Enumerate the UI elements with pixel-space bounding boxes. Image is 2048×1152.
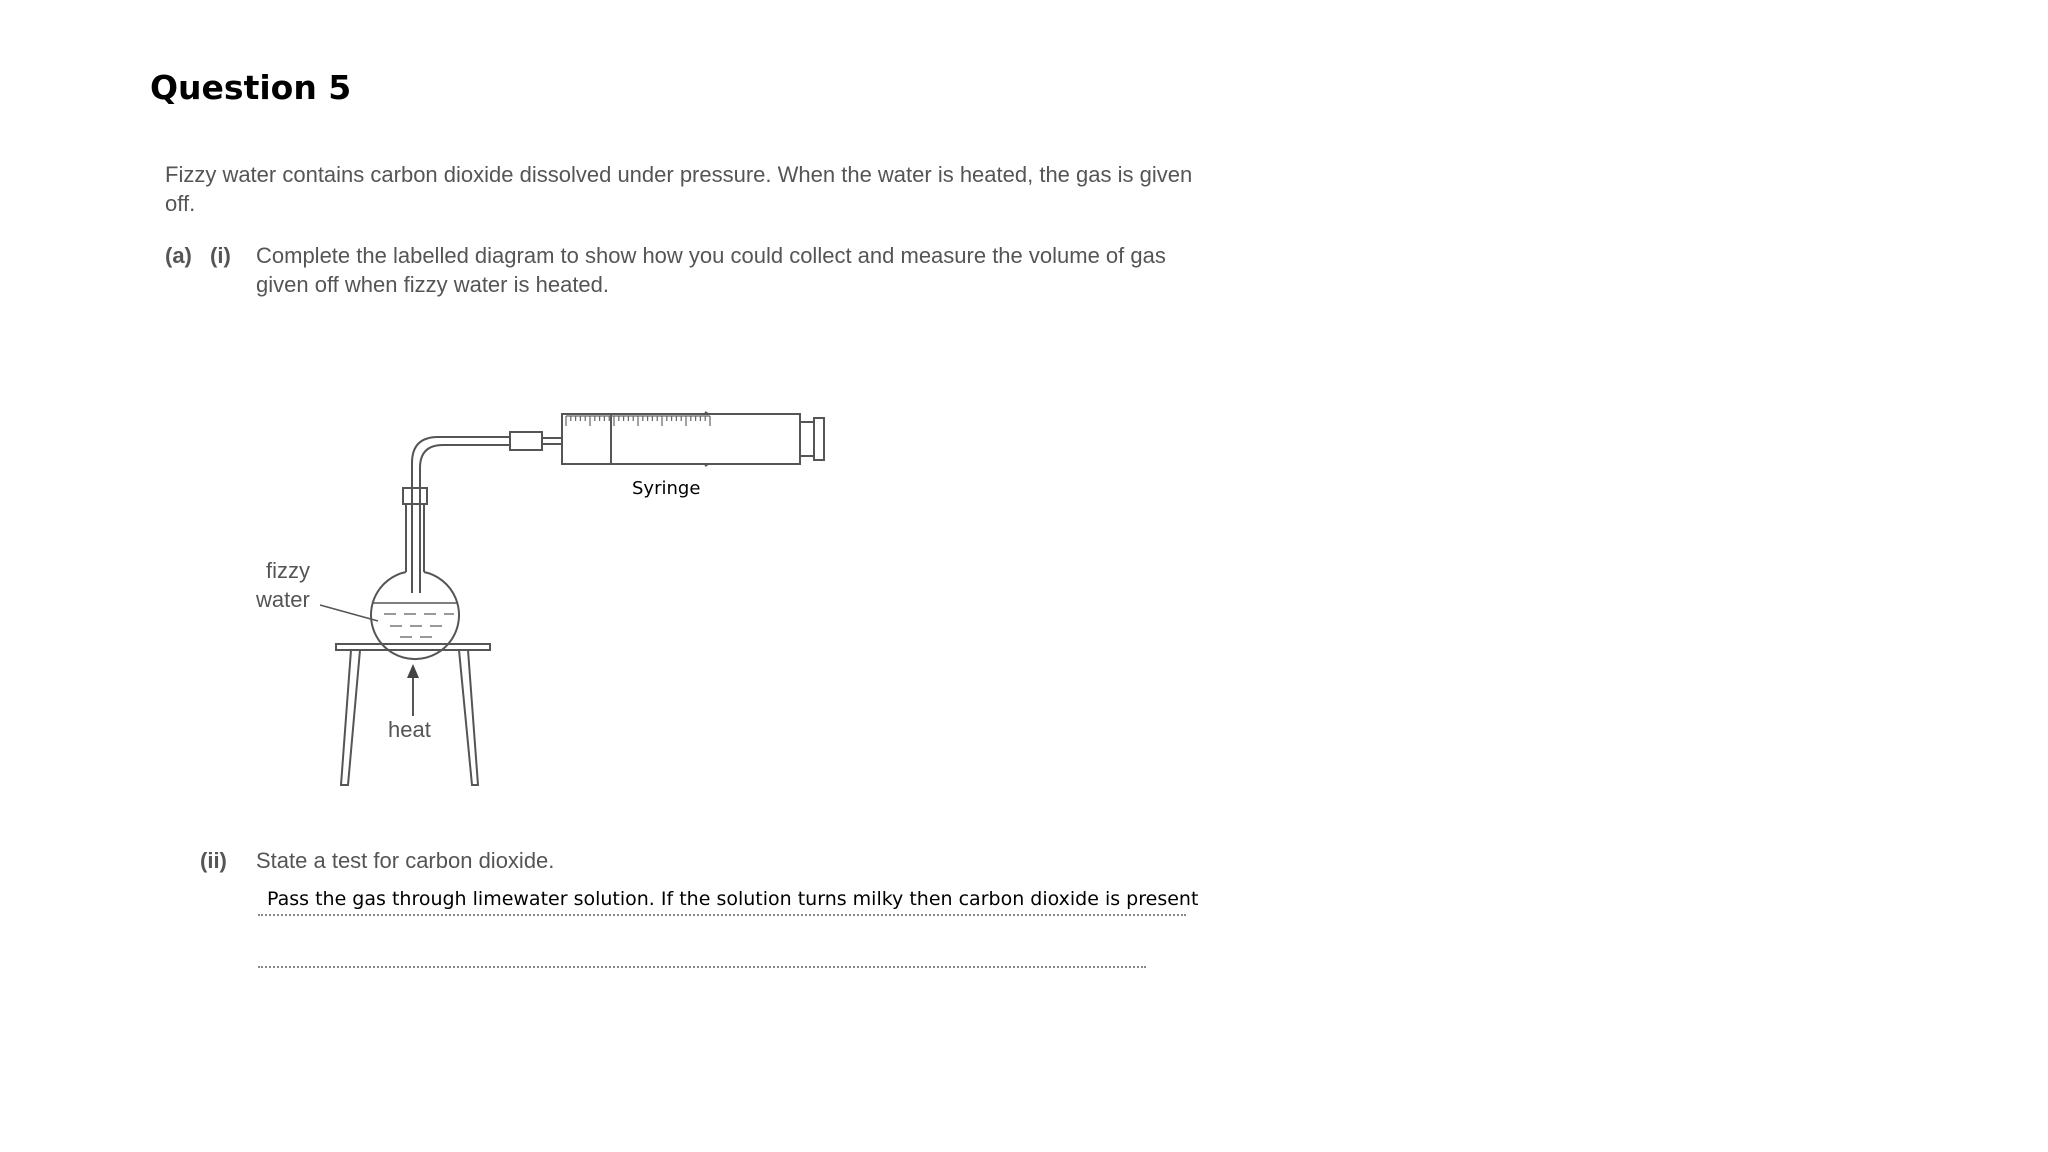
part-i-text: Complete the labelled diagram to show how you could collect and measure the volume of gas given off when fizzy water is heated. [256,243,1166,297]
part-a-label: (a) [165,243,192,268]
answer-line-2 [258,966,1146,968]
water-label: water [256,587,310,612]
apparatus-diagram [240,400,840,800]
tube-connector [510,432,562,450]
answer-line-1 [258,914,1186,916]
question-title: Question 5 [150,68,352,107]
syringe-scale [566,416,710,426]
flask [371,488,459,659]
syringe [562,412,824,466]
answer-text: Pass the gas through limewater solution. If the solution turns milky then carbon dioxide is present [267,888,1199,910]
heat-arrow [407,664,419,716]
question-intro: Fizzy water contains carbon dioxide dissolved under pressure. When the water is heated, the gas is given off. [165,162,1193,216]
heat-label: heat [388,717,431,742]
part-ii-label: (ii) [200,848,227,873]
fizzy-water-pointer [320,605,378,621]
part-ii-text: State a test for carbon dioxide. [256,848,555,873]
part-i-label: (i) [210,243,231,268]
water-level [372,603,458,637]
fizzy-label: fizzy [266,558,310,583]
delivery-tube [412,437,510,593]
syringe-label: Syringe [632,478,701,499]
